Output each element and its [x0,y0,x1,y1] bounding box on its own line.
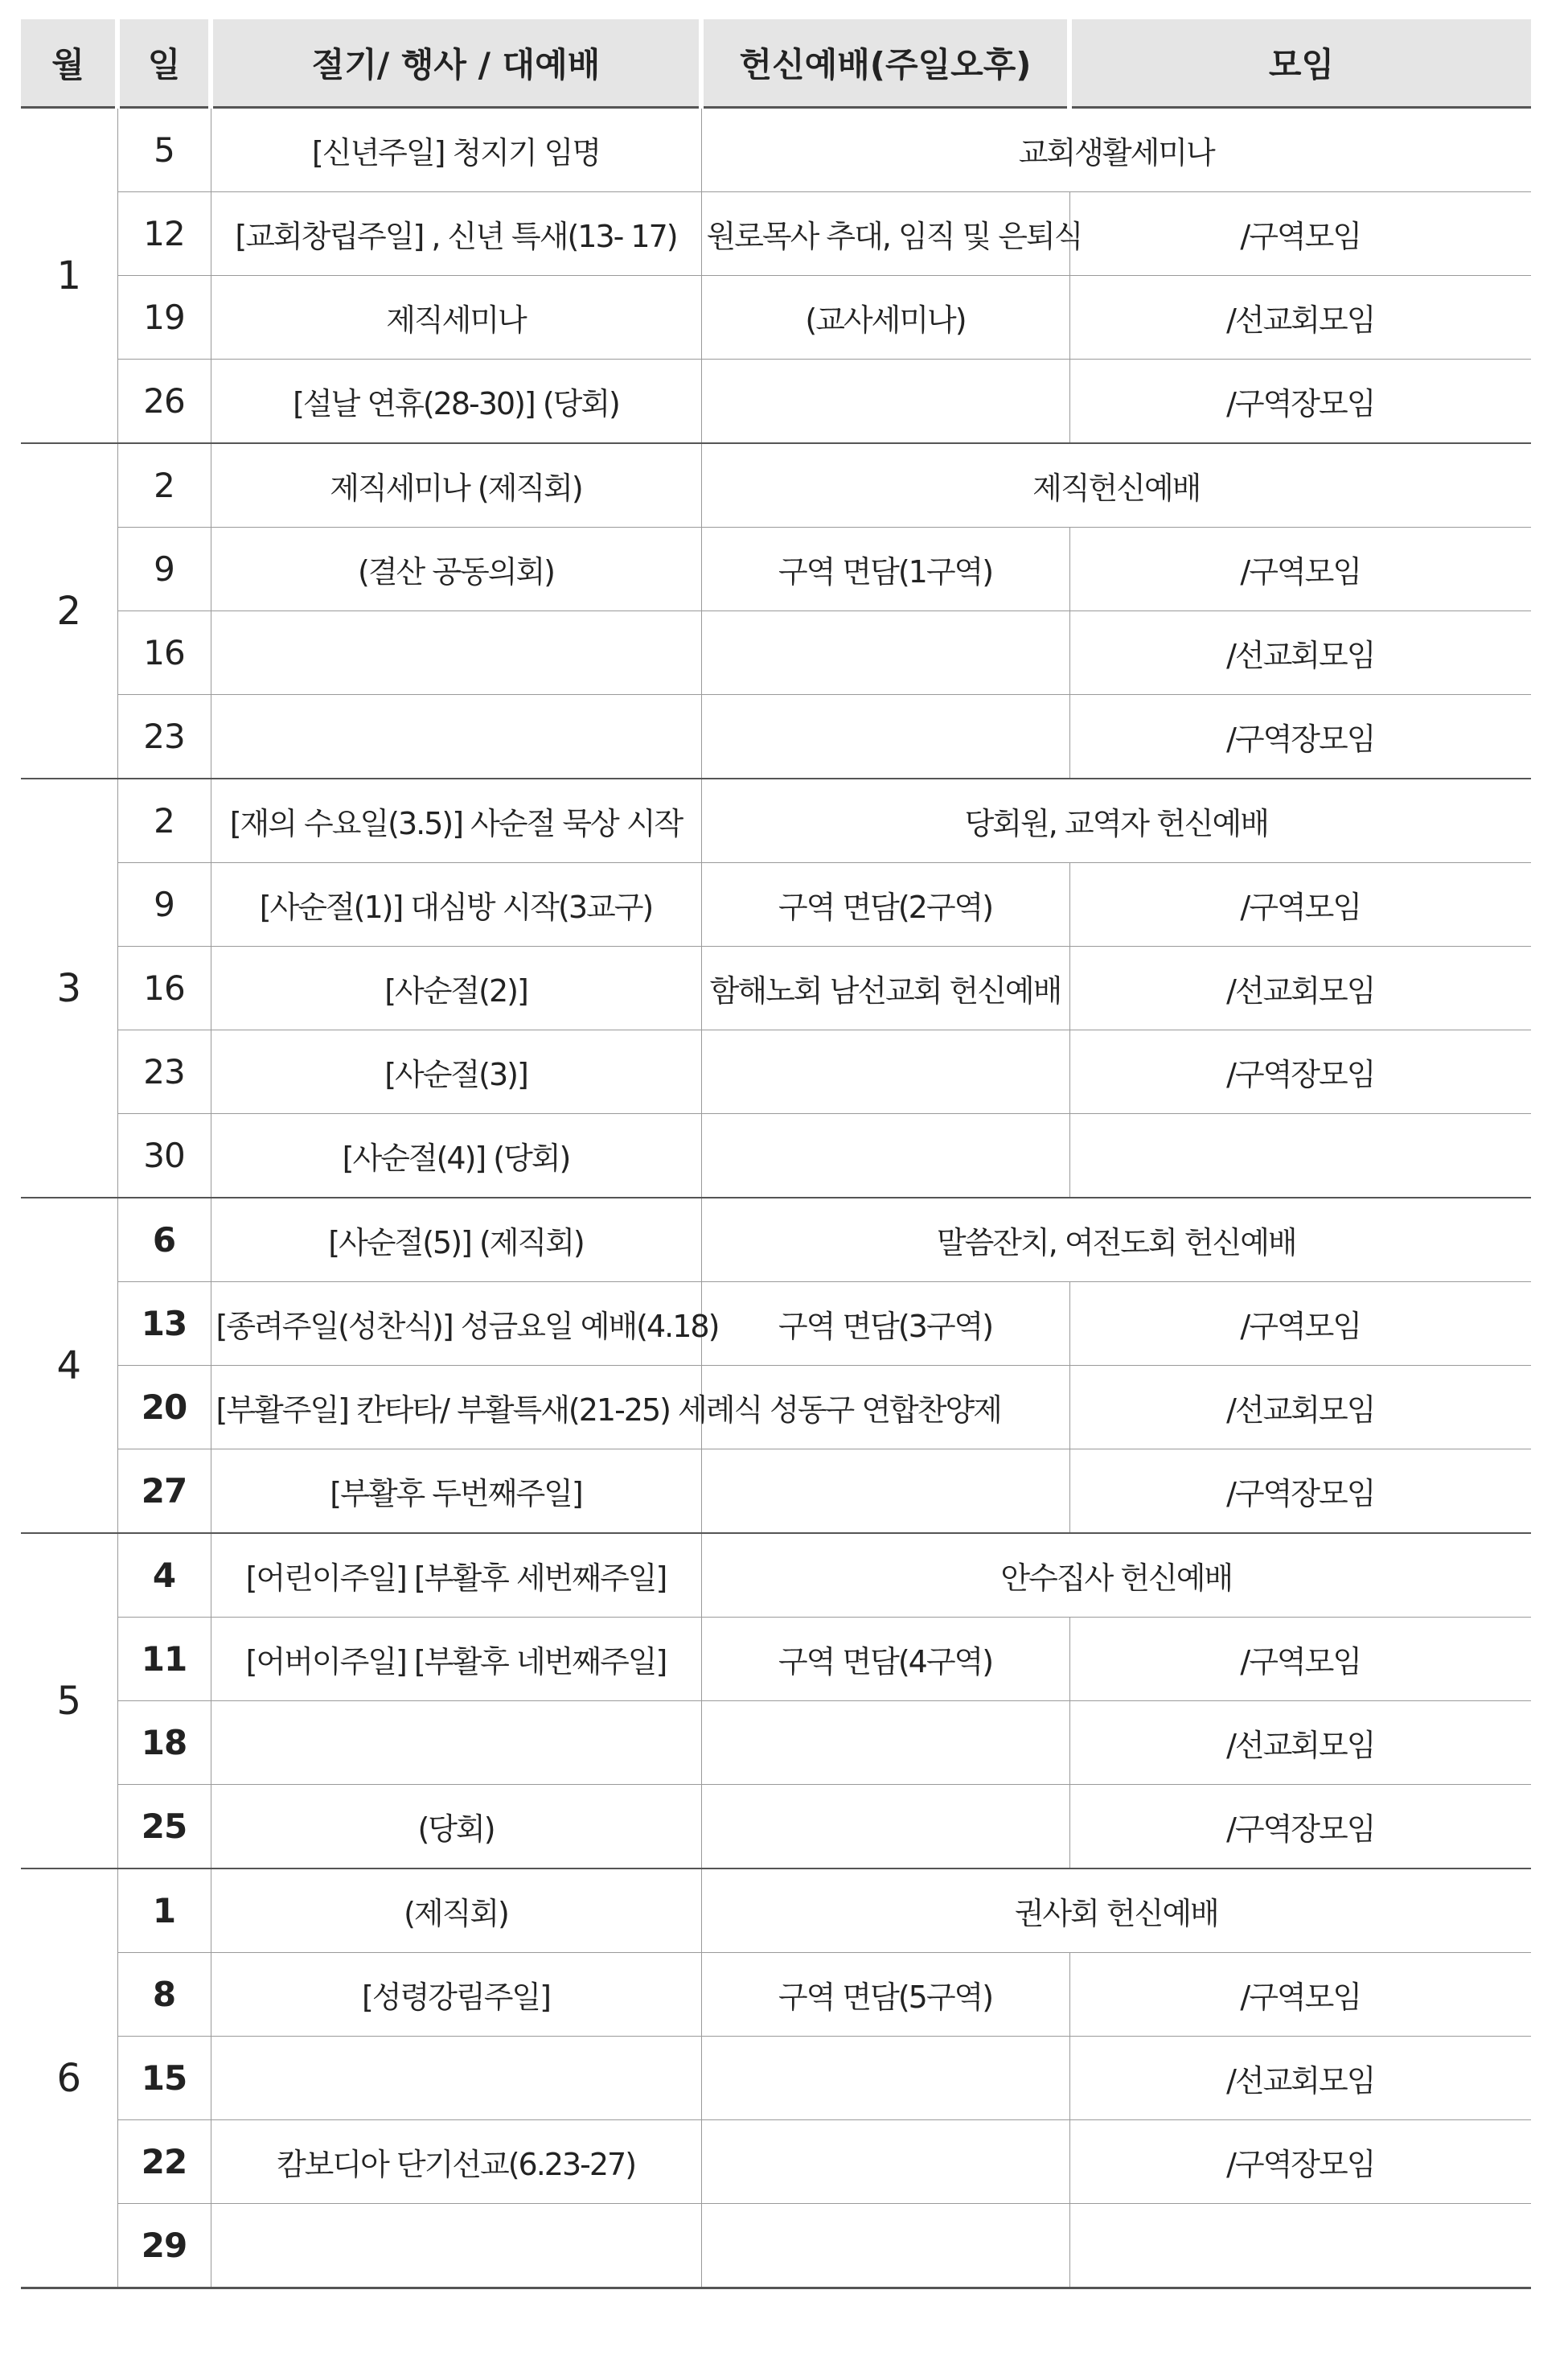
dedication-cell [701,2120,1069,2204]
day-cell: 25 [117,1785,211,1869]
table-row [21,1282,1531,1366]
events-cell: 캄보디아 단기선교(6.23-27) [211,2120,701,2204]
table-row [21,528,1531,611]
events-cell: [성령강림주일] [211,1953,701,2037]
table-row [21,1030,1531,1114]
table-row [21,1449,1531,1534]
table-row [21,947,1531,1030]
schedule-table [21,19,1531,2289]
meeting-cell: /선교회모임 [1069,1701,1531,1785]
dedication-cell [701,1030,1069,1114]
events-cell: [사순절(4)] (당회) [211,1114,701,1198]
day-cell: 16 [117,947,211,1030]
events-cell [211,611,701,695]
events-cell: 제직세미나 [211,276,701,360]
month-cell: 4 [21,1198,117,1533]
header-meeting: 모임 [1069,19,1531,108]
day-cell: 12 [117,192,211,276]
dedication-cell [701,1114,1069,1198]
table-row [21,2204,1531,2288]
dedication-cell [701,695,1069,779]
day-cell: 29 [117,2204,211,2288]
header-dedication: 헌신예배(주일오후) [701,19,1069,108]
day-cell: 23 [117,695,211,779]
events-cell: [사순절(3)] [211,1030,701,1114]
day-cell: 8 [117,1953,211,2037]
events-cell: [부활후 두번째주일] [211,1449,701,1534]
events-cell: [사순절(2)] [211,947,701,1030]
day-cell: 27 [117,1449,211,1534]
day-cell: 30 [117,1114,211,1198]
table-row [21,1785,1531,1869]
dedication-cell: 구역 면담(5구역) [701,1953,1069,2037]
dedication-cell: 구역 면담(1구역) [701,528,1069,611]
table-row [21,1366,1531,1449]
table-row [21,1701,1531,1785]
header-events: 절기/ 행사 / 대예배 [211,19,701,108]
day-cell: 16 [117,611,211,695]
day-cell: 13 [117,1282,211,1366]
month-cell: 5 [21,1533,117,1868]
table-row [21,192,1531,276]
day-cell: 11 [117,1618,211,1701]
meeting-cell: /구역장모임 [1069,2120,1531,2204]
month-cell: 3 [21,779,117,1198]
day-cell: 9 [117,863,211,947]
meeting-cell: /선교회모임 [1069,1366,1531,1449]
day-cell: 4 [117,1533,211,1618]
meeting-cell: /구역장모임 [1069,1449,1531,1534]
table-row [21,2120,1531,2204]
events-cell: [어린이주일] [부활후 세번째주일] [211,1533,701,1618]
meeting-cell: /구역모임 [1069,1953,1531,2037]
table-row [21,108,1531,192]
table-row [21,863,1531,947]
table-row [21,1618,1531,1701]
day-cell: 6 [117,1198,211,1282]
day-cell: 2 [117,443,211,528]
events-cell: [설날 연휴(28-30)] (당회) [211,360,701,444]
events-cell: (결산 공동의회) [211,528,701,611]
events-cell: 제직세미나 (제직회) [211,443,701,528]
events-cell [211,695,701,779]
table-row [21,2037,1531,2120]
dedication-cell: 원로목사 추대, 임직 및 은퇴식 [701,192,1069,276]
table-row [21,443,1531,528]
dedication-cell [701,2037,1069,2120]
day-cell: 23 [117,1030,211,1114]
events-cell: [사순절(5)] (제직회) [211,1198,701,1282]
day-cell: 2 [117,779,211,863]
events-cell [211,1701,701,1785]
dedication-cell [701,2204,1069,2288]
meeting-cell: /구역모임 [1069,1618,1531,1701]
header-row [21,19,1531,108]
meeting-cell: /구역장모임 [1069,360,1531,444]
day-cell: 15 [117,2037,211,2120]
events-cell: [신년주일] 청지기 임명 [211,108,701,192]
meeting-cell: /구역장모임 [1069,1785,1531,1869]
month-cell: 6 [21,1868,117,2288]
dedication-cell: (교사세미나) [701,276,1069,360]
dedication-cell: 구역 면담(4구역) [701,1618,1069,1701]
meeting-cell: /선교회모임 [1069,611,1531,695]
events-cell: [종려주일(성찬식)] 성금요일 예배(4.18) [211,1282,701,1366]
table-row [21,1533,1531,1618]
meeting-cell: /구역장모임 [1069,1030,1531,1114]
events-cell: [사순절(1)] 대심방 시작(3교구) [211,863,701,947]
meeting-cell [1069,2204,1531,2288]
day-cell: 19 [117,276,211,360]
events-cell: [재의 수요일(3.5)] 사순절 묵상 시작 [211,779,701,863]
dedication-cell: 구역 면담(2구역) [701,863,1069,947]
table-row [21,1198,1531,1282]
dedication-merged-cell: 권사회 헌신예배 [701,1868,1531,1953]
day-cell: 26 [117,360,211,444]
table-row [21,695,1531,779]
day-cell: 1 [117,1868,211,1953]
header-day: 일 [117,19,211,108]
dedication-cell [701,360,1069,444]
day-cell: 5 [117,108,211,192]
table-row [21,1114,1531,1198]
events-cell [211,2037,701,2120]
dedication-cell: 함해노회 남선교회 헌신예배 [701,947,1069,1030]
events-cell: [어버이주일] [부활후 네번째주일] [211,1618,701,1701]
dedication-cell [701,1449,1069,1534]
table-row [21,360,1531,444]
day-cell: 18 [117,1701,211,1785]
header-month: 월 [21,19,117,108]
dedication-cell [701,1701,1069,1785]
meeting-cell: /구역모임 [1069,528,1531,611]
events-cell: (당회) [211,1785,701,1869]
meeting-cell: /선교회모임 [1069,276,1531,360]
table-row [21,276,1531,360]
table-row [21,611,1531,695]
dedication-merged-cell: 교회생활세미나 [701,108,1531,192]
meeting-cell: /구역모임 [1069,192,1531,276]
dedication-cell: 성동구 연합찬양제 [701,1366,1069,1449]
meeting-cell: /선교회모임 [1069,947,1531,1030]
schedule-body [21,108,1531,2288]
dedication-merged-cell: 제직헌신예배 [701,443,1531,528]
table-row [21,779,1531,863]
dedication-merged-cell: 말씀잔치, 여전도회 헌신예배 [701,1198,1531,1282]
meeting-cell: /구역장모임 [1069,695,1531,779]
month-cell: 1 [21,108,117,444]
day-cell: 22 [117,2120,211,2204]
events-cell: [부활주일] 칸타타/ 부활특새(21-25) 세례식 [211,1366,701,1449]
events-cell [211,2204,701,2288]
meeting-cell [1069,1114,1531,1198]
meeting-cell: /구역모임 [1069,863,1531,947]
meeting-cell: /선교회모임 [1069,2037,1531,2120]
day-cell: 9 [117,528,211,611]
dedication-cell: 구역 면담(3구역) [701,1282,1069,1366]
meeting-cell: /구역모임 [1069,1282,1531,1366]
table-row [21,1953,1531,2037]
dedication-merged-cell: 당회원, 교역자 헌신예배 [701,779,1531,863]
events-cell: (제직회) [211,1868,701,1953]
events-cell: [교회창립주일] , 신년 특새(13- 17) [211,192,701,276]
month-cell: 2 [21,443,117,779]
dedication-cell [701,1785,1069,1869]
dedication-cell [701,611,1069,695]
dedication-merged-cell: 안수집사 헌신예배 [701,1533,1531,1618]
table-row [21,1868,1531,1953]
day-cell: 20 [117,1366,211,1449]
